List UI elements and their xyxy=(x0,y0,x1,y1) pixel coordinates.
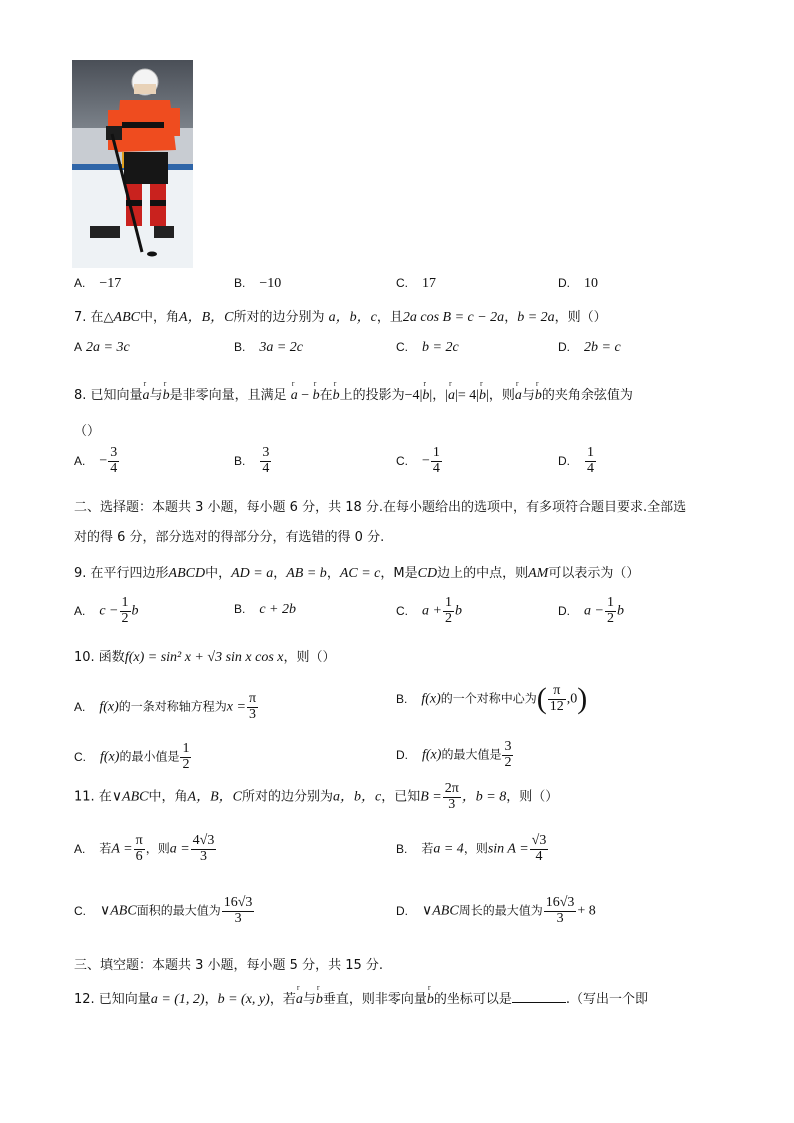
fraction xyxy=(222,896,255,926)
numerator: 1 xyxy=(182,741,190,756)
q10-option-b-text: 的一个对称中心为 xyxy=(440,691,537,706)
q7-option-a xyxy=(74,340,130,356)
q8-text: 8. 已知向量 xyxy=(74,388,143,403)
q11-triangle: ∨ABC xyxy=(111,789,149,805)
q11-option-d xyxy=(396,896,596,926)
q10-option-a xyxy=(74,692,259,722)
q7-angles: A，B，C xyxy=(179,310,234,325)
denominator: 3 xyxy=(556,910,564,926)
q8-option-d xyxy=(558,446,597,476)
option-label: A. xyxy=(74,453,86,468)
q9-text: 可以表示为（） xyxy=(548,566,640,581)
option-label: D. xyxy=(396,903,408,918)
expr: ,0 xyxy=(566,691,578,707)
denominator: 3 xyxy=(448,796,456,812)
numerator: 1 xyxy=(444,595,452,610)
q9-option-a xyxy=(74,596,139,626)
vector-b: r b xyxy=(316,992,323,1008)
q8-stem-line2: （） xyxy=(74,424,101,439)
q11-text: ，已知 xyxy=(381,789,421,805)
answer-blank[interactable] xyxy=(512,989,566,1003)
q7-triangle: ABC xyxy=(113,310,140,325)
q7-option-d-value: 2b = c xyxy=(584,340,621,355)
q11-option-c xyxy=(74,896,255,926)
denominator: 4 xyxy=(432,460,440,476)
fraction xyxy=(247,692,258,722)
numerator: 16√3 xyxy=(223,895,253,910)
q8-text: ， xyxy=(432,388,446,403)
numerator: 1 xyxy=(587,445,594,460)
q10-stem xyxy=(74,646,336,666)
fraction xyxy=(260,446,271,476)
q9-option-b-value: c + 2b xyxy=(259,602,297,617)
q9-text: 9. 在平行四边形 xyxy=(74,566,169,581)
denominator: 3 xyxy=(200,848,207,864)
q6-option-b-value: −10 xyxy=(259,276,282,291)
q10-option-c xyxy=(74,742,192,772)
fraction xyxy=(443,782,461,812)
option-label: A. xyxy=(74,699,86,714)
q7-text: 7. 在△ xyxy=(74,310,114,325)
option-label: D. xyxy=(558,276,570,290)
fraction xyxy=(134,834,145,864)
q7-text: ， xyxy=(504,310,518,325)
q10-option-b: B. f(x)的一个对称中心为( $\frac{\pi}{12}$ ,0) xyxy=(396,682,588,716)
expr: f(x) xyxy=(99,699,119,715)
fraction xyxy=(108,446,119,476)
expr: + 8 xyxy=(577,903,596,919)
q10-option-d-text: 的最大值是 xyxy=(441,747,502,762)
section-3-heading: 三、填空题：本题共 3 小题，每小题 5 分，共 15 分. xyxy=(74,958,384,973)
option-label: D. xyxy=(558,603,570,618)
q9-text: 边上的中点，则 xyxy=(437,566,529,581)
q12-vector-a: a = (1, 2) xyxy=(150,992,205,1007)
q7-sides: a，b，c xyxy=(328,310,377,325)
q8-projection: −4 xyxy=(404,388,420,403)
q8-option-a xyxy=(74,446,120,476)
q9-segment-cd: CD xyxy=(417,566,438,581)
denominator: 4 xyxy=(262,460,270,476)
q11-option-a-text: ，则 xyxy=(145,841,170,856)
vector-b: r b xyxy=(479,388,486,404)
numerator: 3 xyxy=(262,445,270,460)
option-label: A xyxy=(74,340,83,354)
expr: c − xyxy=(99,603,119,619)
numerator: 1 xyxy=(121,595,129,610)
denominator: 3 xyxy=(249,706,256,722)
q10-text: 10. 函数 xyxy=(74,650,125,665)
q12-text: ，若 xyxy=(269,992,296,1007)
q9-option-c xyxy=(396,596,462,626)
expr: f(x) xyxy=(100,749,120,765)
numerator: 2π xyxy=(444,781,459,796)
denominator: 2 xyxy=(504,754,512,770)
fraction xyxy=(544,896,577,926)
numerator: π xyxy=(548,684,566,700)
q9-vector-am: AM xyxy=(528,566,549,581)
q6-option-a-value: −17 xyxy=(99,276,122,291)
q6-option-d-value: 10 xyxy=(584,276,598,291)
vector-b: r b xyxy=(422,388,429,404)
q11-text: 11. 在 xyxy=(74,789,112,805)
fraction xyxy=(120,596,131,626)
expr: ∨ABC xyxy=(422,903,459,919)
sign: − xyxy=(422,453,430,469)
q11-option-b-text: 若 xyxy=(421,841,434,856)
q11-option-d-text: 周长的最大值为 xyxy=(458,903,543,918)
expr: x = xyxy=(226,699,246,715)
q7-stem xyxy=(74,306,607,326)
q11-angles: A，B，C xyxy=(187,789,242,805)
fraction xyxy=(443,596,454,626)
q8-stem: 8. 已知向量r a与r b是非零向量，且满足 r a − r b在r b上的投影为−4|r b|，|r a|= 4|r b|，则r a与r b的夹角余弦值为 xyxy=(74,384,633,404)
option-label: B. xyxy=(234,453,246,468)
fraction xyxy=(548,684,566,714)
denominator: 2 xyxy=(182,756,190,772)
q6-option-a xyxy=(74,276,121,292)
q9-text: M是 xyxy=(393,566,418,581)
q9-vector-ad: AD = a xyxy=(231,566,274,581)
expr: A = xyxy=(111,841,133,857)
q11-text: 中，角 xyxy=(148,789,188,805)
vector-a: r a xyxy=(448,388,455,404)
q7-condition-2: b = 2a xyxy=(517,310,555,325)
q7-condition-1: 2a cos B = c − 2a xyxy=(402,310,505,325)
q12-text: 垂直，则非零向量 xyxy=(322,992,427,1007)
expr: ，b = 8 xyxy=(461,789,507,805)
q7-option-b xyxy=(234,340,303,356)
q8-option-c xyxy=(396,446,443,476)
expr: B = xyxy=(420,789,442,805)
q8-text: 与 xyxy=(149,388,163,403)
q7-option-b-value: 3a = 2c xyxy=(259,340,304,355)
q9-quadrilateral: ABCD xyxy=(168,566,206,581)
option-label: D. xyxy=(558,453,570,468)
fraction xyxy=(191,834,217,864)
option-label: C. xyxy=(74,903,86,918)
option-label: A. xyxy=(74,603,86,618)
q12-stem xyxy=(74,988,648,1008)
vector-a: r a xyxy=(296,992,303,1008)
numerator: 3 xyxy=(110,445,118,460)
q11-option-a-text: 若 xyxy=(99,841,112,856)
q10-option-a-text: 的一条对称轴方程为 xyxy=(118,699,227,714)
q11-stem xyxy=(74,782,558,812)
q11-option-b-text: ，则 xyxy=(463,841,488,856)
q7-option-a-value: 2a = 3c xyxy=(86,340,130,355)
option-label: D. xyxy=(558,340,570,354)
q8-text: 与 xyxy=(521,388,535,403)
fraction xyxy=(605,596,616,626)
q11-option-b xyxy=(396,834,549,864)
q10-option-d xyxy=(396,740,514,770)
vector-a: r a xyxy=(515,388,522,404)
q6-option-c xyxy=(396,276,436,292)
numerator: π xyxy=(135,833,143,848)
q10-function: f(x) = sin² x + √3 sin x cos x xyxy=(124,650,284,665)
q11-option-c-text: 面积的最大值为 xyxy=(136,903,221,918)
fraction xyxy=(585,446,596,476)
q11-text: ，则（） xyxy=(506,789,559,805)
fraction xyxy=(431,446,442,476)
expr: a = xyxy=(169,841,190,857)
denominator: 3 xyxy=(234,910,242,926)
denominator: 4 xyxy=(587,460,594,476)
expr: a − xyxy=(584,603,604,619)
option-label: A. xyxy=(74,841,86,856)
sign: − xyxy=(99,453,108,469)
q10-text: ，则（） xyxy=(283,650,336,665)
q12-vector-b: b = (x, y) xyxy=(217,992,270,1007)
q12-text: .（写出一个即 xyxy=(565,992,649,1007)
vector-a: r a xyxy=(143,388,150,404)
expr: b xyxy=(131,603,139,619)
option-label: C. xyxy=(396,603,408,618)
q12-text: 与 xyxy=(302,992,316,1007)
expr: a = 4 xyxy=(433,841,464,857)
expr: f(x) xyxy=(422,747,442,763)
q12-text: 12. 已知向量 xyxy=(74,992,151,1007)
q12-text: ， xyxy=(204,992,218,1007)
q7-text: ，则（） xyxy=(554,310,607,325)
fraction xyxy=(502,740,513,770)
numerator: 1 xyxy=(606,595,614,610)
q9-option-b xyxy=(234,602,296,618)
numerator: 1 xyxy=(432,445,440,460)
q12-text: 的坐标可以是 xyxy=(433,992,512,1007)
numerator: 4√3 xyxy=(192,833,215,848)
q10-option-c-text: 的最小值是 xyxy=(119,749,180,764)
denominator: 2 xyxy=(606,610,614,626)
expr: b xyxy=(454,603,462,619)
option-label: D. xyxy=(396,747,408,762)
q7-option-c-value: b = 2c xyxy=(422,340,459,355)
denominator: 12 xyxy=(549,698,564,714)
q11-sides: a，b，c xyxy=(333,789,382,805)
option-label: C. xyxy=(74,749,86,764)
option-label: C. xyxy=(396,340,408,354)
q7-text: 中，角 xyxy=(140,310,180,325)
vector-b: r b xyxy=(427,992,434,1008)
q7-option-c xyxy=(396,340,459,356)
q8-text: 的夹角余弦值为 xyxy=(541,388,633,403)
fraction xyxy=(180,742,191,772)
expr: f(x) xyxy=(421,691,441,707)
q11-text: 所对的边分别为 xyxy=(241,789,333,805)
expr: b xyxy=(616,603,624,619)
vector-b: r b xyxy=(163,388,170,404)
q6-option-d xyxy=(558,276,598,292)
option-label: C. xyxy=(396,453,408,468)
q8-text: ，则 xyxy=(488,388,515,403)
denominator: 2 xyxy=(121,610,129,626)
option-label: B. xyxy=(234,602,246,616)
denominator: 4 xyxy=(110,460,118,476)
option-label: C. xyxy=(396,276,408,290)
q8-magnitude: = 4 xyxy=(457,388,477,403)
option-label: B. xyxy=(234,340,246,354)
section-2-heading-line2: 对的得 6 分，部分选对的得部分分，有选错的得 0 分. xyxy=(74,530,385,545)
expr: sin A = xyxy=(487,841,529,857)
q8-option-b xyxy=(234,446,272,476)
vector-b: r b xyxy=(333,388,340,404)
q7-text: ，且 xyxy=(376,310,403,325)
option-label: B. xyxy=(396,841,408,856)
q9-option-d xyxy=(558,596,624,626)
section-2-heading: 二、选择题：本题共 3 小题，每小题 6 分，共 18 分.在每小题给出的选项中，有多项符合题目要求.全部选 xyxy=(74,500,687,515)
numerator: π xyxy=(248,691,257,706)
denominator: 4 xyxy=(535,848,543,864)
option-label: B. xyxy=(396,691,408,706)
numerator: √3 xyxy=(531,833,547,848)
vector-b: r b xyxy=(313,388,320,404)
q7-text: 所对的边分别为 xyxy=(233,310,325,325)
q8-text: 上的投影为 xyxy=(339,388,405,403)
expr: a + xyxy=(422,603,442,619)
q7-option-d xyxy=(558,340,621,356)
q8-text: 是非零向量，且满足 xyxy=(169,388,287,403)
denominator: 2 xyxy=(444,610,452,626)
option-label: B. xyxy=(234,276,246,290)
hockey-player-photo xyxy=(72,60,193,268)
vector-a: r a xyxy=(291,388,298,404)
denominator: 6 xyxy=(135,848,143,864)
q9-vector-ab: AB = b xyxy=(286,566,327,581)
q6-option-b xyxy=(234,276,281,292)
numerator: 3 xyxy=(504,739,512,754)
expr: ∨ABC xyxy=(100,903,137,919)
option-label: A. xyxy=(74,276,86,290)
q8-text: 在 xyxy=(319,388,333,403)
q6-option-c-value: 17 xyxy=(422,276,436,291)
q9-text: 中， xyxy=(205,566,232,581)
q11-option-a xyxy=(74,834,217,864)
q9-vector-ac: AC = c xyxy=(339,566,381,581)
vector-b: r b xyxy=(535,388,542,404)
fraction xyxy=(530,834,549,864)
q9-stem: 9. 在平行四边形ABCD中，AD = a，AB = b，AC = c，M是CD边上的中点，则AM可以表示为（） xyxy=(74,566,640,581)
numerator: 16√3 xyxy=(545,895,575,910)
